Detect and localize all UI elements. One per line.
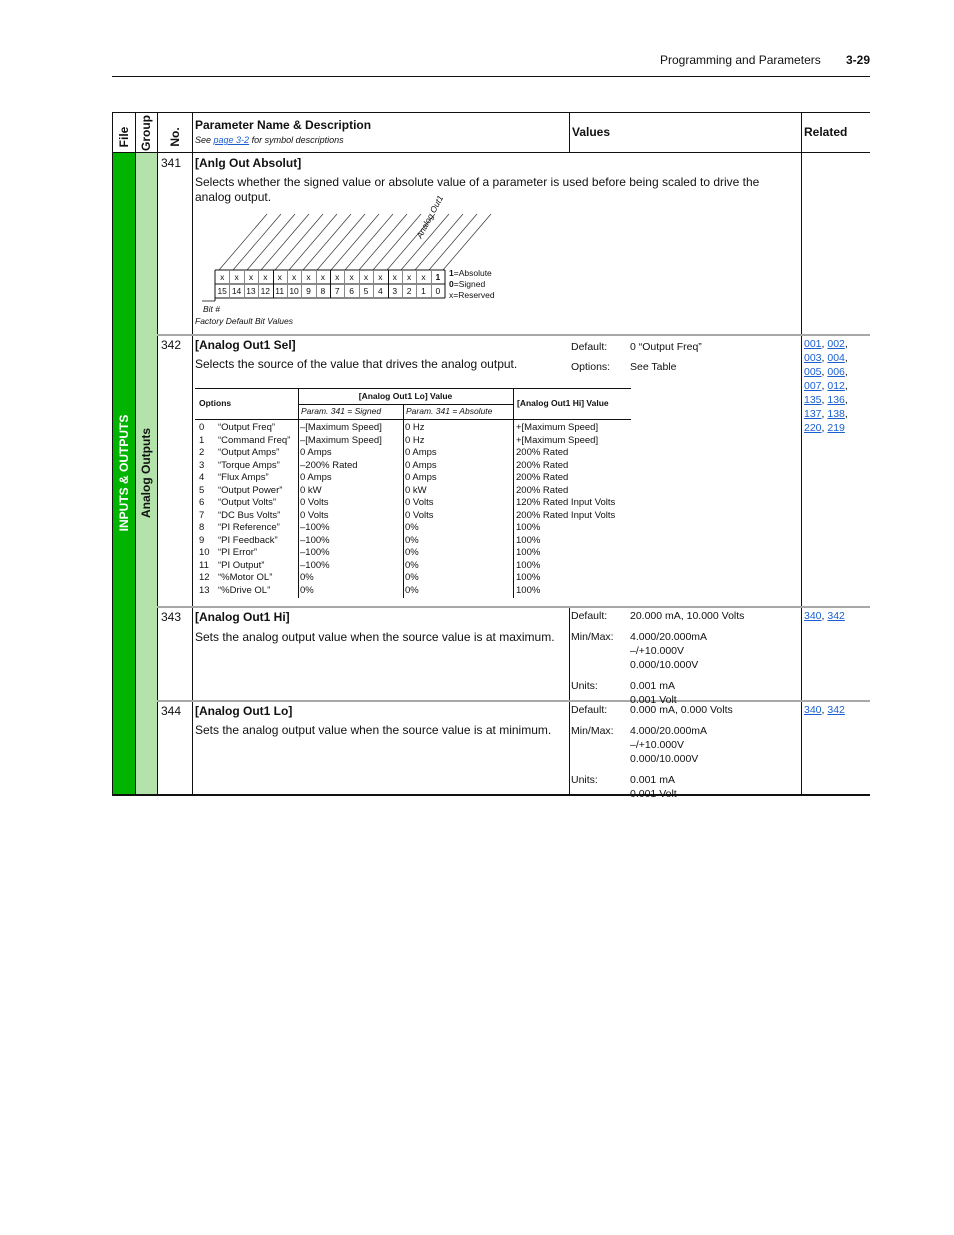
vline-related [801, 112, 802, 795]
option-cell: 1 [199, 434, 205, 446]
legend-reserved: x=Reserved [449, 290, 495, 300]
bit-value: x [234, 272, 239, 282]
related-link[interactable]: 219 [827, 422, 845, 434]
header-related: Related [804, 125, 848, 139]
bit-value: x [335, 272, 340, 282]
bit-value: x [263, 272, 268, 282]
value-row: 0.001 Volt [630, 694, 677, 706]
bit-diagram [195, 193, 515, 330]
option-cell: –100% [300, 559, 330, 571]
bit-number: 6 [349, 286, 354, 296]
col-options-header: Options [199, 398, 232, 408]
factory-default-label: Factory Default Bit Values [195, 316, 293, 326]
bit-number: 7 [334, 286, 340, 296]
param-name-341: [Anlg Out Absolut] [195, 156, 302, 170]
bit-value: x [306, 272, 311, 282]
vline-group-no [157, 112, 158, 795]
option-cell: 100% [516, 572, 541, 583]
legend-absolute: 1=Absolute [449, 268, 492, 278]
option-cell: “Output Freq” [218, 422, 276, 433]
option-cell: 8 [199, 522, 205, 533]
option-cell: 4 [199, 472, 205, 483]
option-cell: 200% Rated [516, 472, 569, 483]
option-cell: 0% [405, 547, 419, 558]
option-cell: 11 [199, 559, 209, 571]
header-values: Values [572, 125, 611, 139]
value-row: 0.001 Volt [630, 788, 677, 800]
bit-value: x [392, 272, 397, 282]
table-top-border [112, 112, 870, 113]
bit-number: 14 [231, 286, 242, 296]
option-cell: +[Maximum Speed] [516, 434, 599, 446]
related-link[interactable]: 136 [827, 394, 845, 406]
col-lo-header: [Analog Out1 Lo] Value [358, 391, 453, 401]
option-cell: 100% [516, 584, 541, 596]
related-link[interactable]: 002 [827, 338, 845, 350]
vline-values-header [569, 112, 570, 153]
option-cell: 0 kW [405, 484, 427, 496]
param-no-344: 344 [161, 704, 182, 718]
bit-number: 11 [275, 286, 285, 296]
value-row: Min/Max: 4.000/20.000mA [571, 631, 708, 643]
see-page-link[interactable]: page 3-2 [213, 135, 250, 145]
option-cell: 100% [516, 522, 541, 533]
header-group: Group [139, 115, 153, 151]
bit-number: 4 [377, 286, 383, 296]
col-hi-header: [Analog Out1 Hi] Value [517, 398, 609, 408]
vline-file-group [135, 112, 136, 795]
option-cell: “PI Output” [218, 559, 265, 571]
related-342: 001, 002, 003, 004, 005, 006, 007, 012, 135, 136, 137, 138, 220, 219 [804, 338, 848, 434]
option-cell: 0 Volts [300, 509, 329, 521]
related-link[interactable]: 137 [804, 408, 822, 420]
col-lo-signed-header: Param. 341 = Signed [301, 406, 382, 416]
option-cell: 0 Hz [405, 422, 425, 433]
value-row: 0.000/10.000V [630, 659, 699, 671]
related-link[interactable]: 340 [804, 704, 822, 716]
option-cell: 0 Volts [405, 509, 434, 521]
bit-value: x [349, 272, 354, 282]
see-prefix: See [195, 135, 212, 145]
option-table [195, 388, 631, 598]
bit-value: x [248, 272, 254, 282]
option-cell: “PI Reference” [218, 522, 280, 533]
option-cell: 0 [199, 422, 205, 433]
vline-no-desc [192, 112, 193, 795]
option-cell: “PI Feedback” [218, 534, 278, 546]
option-cell: “Torque Amps” [218, 459, 280, 471]
values-342 [571, 337, 702, 377]
header-see-note [195, 135, 344, 145]
option-cell: 0 Amps [405, 459, 437, 471]
param-desc-343: Sets the analog output value when the source value is at maximum. [195, 630, 555, 644]
group-label: Analog Outputs [139, 428, 153, 518]
option-cell: 13 [199, 584, 210, 596]
bit-value: x [291, 272, 297, 282]
row-sep-343 [157, 606, 870, 608]
option-cell: 200% Rated Input Volts [516, 509, 616, 521]
option-cell: 0% [300, 572, 314, 583]
value-row: Default: 20.000 mA, 10.000 Volts [571, 610, 745, 622]
values-344 [571, 703, 733, 801]
value-row: Default: 0.000 mA, 0.000 Volts [571, 704, 733, 716]
related-link[interactable]: 340 [804, 610, 822, 622]
option-cell: –200% Rated [300, 459, 358, 471]
bit-value: x [378, 272, 383, 282]
related-link[interactable]: 003 [804, 352, 822, 364]
option-cell: 0 Amps [405, 447, 437, 458]
bit-number: 5 [363, 286, 369, 296]
bit-value: x [220, 272, 225, 282]
option-cell: “Command Freq” [218, 434, 291, 446]
bit-number: 12 [260, 286, 271, 296]
related-343: 340, 342 [804, 610, 845, 622]
related-link[interactable]: 001 [804, 338, 822, 350]
value-row: Min/Max: 4.000/20.000mA [571, 725, 708, 737]
option-cell: –100% [300, 547, 330, 558]
bit-number: 15 [217, 286, 227, 296]
bit-value: 1 [435, 272, 441, 282]
bit-value: x [421, 272, 426, 282]
col-lo-abs-header: Param. 341 = Absolute [406, 406, 493, 416]
related-link[interactable]: 007 [804, 380, 822, 392]
option-cell: 0% [405, 559, 419, 571]
header-param-name: Parameter Name & Description [195, 118, 372, 132]
table-header-bottom [112, 152, 870, 153]
bit-number: 13 [246, 286, 256, 296]
value-row: –/+10.000V [630, 739, 685, 751]
bit-number: 1 [421, 286, 426, 296]
option-cell: 100% [516, 534, 541, 546]
option-cell: 0 Volts [300, 497, 329, 508]
bit-number: 0 [435, 286, 441, 296]
header-file: File [117, 126, 131, 148]
section-title: Programming and Parameters [660, 53, 821, 67]
param-desc-342: Selects the source of the value that drives the analog output. [195, 357, 518, 371]
bit-number: 10 [289, 286, 299, 296]
param-name-342: [Analog Out1 Sel] [195, 338, 296, 352]
option-cell: 6 [199, 497, 205, 508]
related-link[interactable]: 006 [827, 366, 845, 378]
vline-file-left [112, 112, 113, 795]
related-link[interactable]: 220 [804, 422, 822, 434]
value-row: Default: 0 “Output Freq” [571, 341, 702, 353]
legend-signed: 0=Signed [449, 279, 486, 289]
bit-number: 2 [406, 286, 412, 296]
option-cell: “DC Bus Volts” [218, 509, 281, 521]
option-cell: 5 [199, 484, 205, 496]
option-cell: “%Motor OL” [218, 572, 273, 583]
related-link[interactable]: 004 [827, 352, 845, 364]
option-cell: +[Maximum Speed] [516, 422, 599, 433]
related-link[interactable]: 005 [804, 366, 822, 378]
option-cell: 12 [199, 572, 210, 583]
option-cell: 10 [199, 547, 210, 558]
header-no: No. [168, 127, 182, 147]
bit-value: x [406, 272, 412, 282]
bit-number-label: Bit # [203, 304, 221, 314]
option-cell: 0% [405, 534, 419, 546]
file-label: INPUTS & OUTPUTS [117, 414, 131, 532]
option-cell: 0% [405, 584, 419, 596]
see-suffix: for symbol descriptions [251, 135, 344, 145]
param-name-343: [Analog Out1 Hi] [195, 610, 290, 624]
header-rule [112, 76, 870, 77]
option-cell: 0% [300, 584, 314, 596]
bit-diagram-label: Analog Out1 [414, 193, 446, 240]
option-cell: “Output Volts” [218, 497, 277, 508]
page-number: 3-29 [846, 53, 871, 67]
bit-number: 9 [306, 286, 311, 296]
value-row: Units: 0.001 mA [571, 680, 675, 692]
param-no-343: 343 [161, 610, 182, 624]
option-cell: 0 Amps [405, 472, 437, 483]
row-sep-344 [157, 700, 870, 702]
option-cell: 200% Rated [516, 484, 569, 496]
bit-value: x [277, 272, 282, 282]
option-cell: 2 [199, 447, 205, 458]
option-cell: 200% Rated [516, 459, 569, 471]
option-cell: 120% Rated Input Volts [516, 497, 616, 508]
table-bottom-border [112, 794, 870, 796]
option-cell: 7 [199, 509, 205, 521]
option-cell: 0 Amps [300, 447, 332, 458]
option-cell: –100% [300, 534, 330, 546]
option-cell: 3 [199, 459, 205, 471]
option-cell: “Output Power” [218, 484, 283, 496]
option-cell: –100% [300, 522, 330, 533]
bit-number: 3 [392, 286, 398, 296]
option-cell: 100% [516, 547, 541, 558]
option-cell: 0 Volts [405, 497, 434, 508]
param-desc-344: Sets the analog output value when the source value is at minimum. [195, 723, 552, 737]
value-row: Units: 0.001 mA [571, 774, 675, 786]
bit-value: x [320, 272, 325, 282]
option-cell: –[Maximum Speed] [300, 434, 382, 446]
param-name-344: [Analog Out1 Lo] [195, 704, 293, 718]
related-link[interactable]: 342 [827, 704, 845, 716]
option-cell: 0% [405, 572, 419, 583]
value-row: –/+10.000V [630, 645, 685, 657]
option-cell: 200% Rated [516, 447, 569, 458]
option-cell: 0 kW [300, 484, 322, 496]
option-cell: “PI Error” [218, 547, 258, 558]
related-link[interactable]: 138 [827, 408, 845, 420]
related-344: 340, 342 [804, 704, 845, 716]
option-cell: –[Maximum Speed] [300, 422, 382, 433]
row-sep-342 [157, 334, 870, 336]
option-cell: 0 Amps [300, 472, 332, 483]
bit-number: 8 [320, 286, 326, 296]
param-no-342: 342 [161, 338, 182, 352]
option-cell: 0 Hz [405, 434, 425, 446]
param-no-341: 341 [161, 156, 182, 170]
related-link[interactable]: 012 [827, 380, 845, 392]
option-cell: “%Drive OL” [218, 584, 271, 596]
related-link[interactable]: 342 [827, 610, 845, 622]
bit-value: x [363, 272, 369, 282]
param-desc-341: Selects whether the signed value or absolute value of a parameter is used before being scaled to drive the analog output. [195, 175, 760, 204]
option-cell: “Flux Amps” [218, 472, 269, 483]
value-row: Options: See Table [571, 361, 677, 373]
option-cell: 0% [405, 522, 419, 533]
option-cell: 100% [516, 559, 541, 571]
value-row: 0.000/10.000V [630, 753, 699, 765]
related-link[interactable]: 135 [804, 394, 822, 406]
values-343 [571, 609, 744, 707]
option-cell: 9 [199, 534, 205, 546]
option-cell: “Output Amps” [218, 447, 280, 458]
